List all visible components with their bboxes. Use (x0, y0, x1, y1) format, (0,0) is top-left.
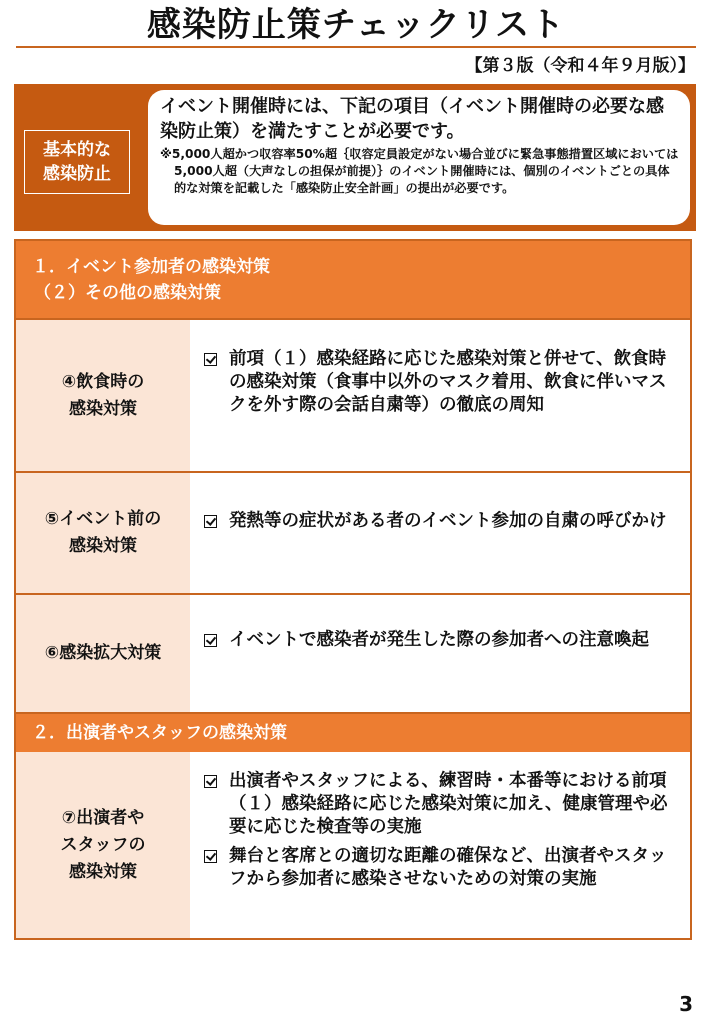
page-title: 感染防止策チェックリスト (146, 5, 566, 45)
checkbox-checked-icon (204, 775, 217, 788)
section1-title: １．イベント参加者の感染対策 (32, 257, 270, 277)
basic-prevention-banner (14, 84, 696, 231)
row-label-line: 感染対策 (69, 398, 137, 419)
checklist-row-spread (16, 593, 690, 712)
row-body-performers (190, 752, 690, 938)
row-label-line: 感染対策 (69, 536, 137, 556)
row-label-pre-event (16, 473, 190, 593)
row-label-line: ⑤イベント前の (44, 509, 162, 529)
row-label-line: ⑥感染拡大対策 (44, 643, 162, 663)
checklist-row-eating (16, 318, 690, 471)
row-label-line: ④飲食時の (61, 371, 145, 392)
row-label-line: スタッフの (60, 834, 146, 855)
basic-prevention-label (24, 130, 130, 194)
checklist-item (204, 770, 680, 839)
row-body-spread (190, 595, 690, 712)
section1-subtitle: （２）その他の感染対策 (34, 283, 221, 303)
checklist-item (204, 629, 680, 652)
checkbox-checked-icon (204, 850, 217, 863)
edition-label: 【第３版（令和４年９月版）】 (465, 56, 695, 76)
basic-main-text: イベント開催時には、下記の項目（イベント開催時の必要な感染防止策）を満たすことが必要です。 (160, 96, 664, 142)
checklist-item-text: 出演者やスタッフによる、練習時・本番等における前項（１）感染経路に応じた感染対策に加え、健康管理や必要に応じた検査等の実施 (229, 771, 668, 837)
section2-card (14, 714, 692, 940)
checklist-item-text: 舞台と客席との適切な距離の確保など、出演者やスタッフから参加者に感染させないための対策の実施 (229, 846, 667, 889)
section2-title: ２．出演者やスタッフの感染対策 (32, 723, 287, 743)
row-label-line: ⑦出演者や (61, 807, 145, 828)
checklist-row-performers (16, 752, 690, 938)
checklist-item-text: 前項（１）感染経路に応じた感染対策と併せて、飲食時の感染対策（食事中以外のマスク着用、飲食に伴いマスクを外す際の会話自粛等）の徹底の周知 (229, 349, 667, 415)
section2-header (16, 714, 690, 752)
checkbox-checked-icon (204, 515, 217, 528)
basic-note-text: ※5,000人超かつ収容率50%超｛収容定員設定がない場合並びに緊急事態措置区域においては5,000人超（大声なしの担保が前提）｝のイベント開催時には、個別のイベントごとの具体的な対策を記載した「感染防止安全計画」の提出が必要です。 (160, 147, 679, 195)
row-label-eating (16, 320, 190, 471)
section1-card (14, 239, 692, 714)
page-number: 3 (679, 992, 693, 1016)
section1-header (16, 241, 690, 318)
checkbox-checked-icon (204, 353, 217, 366)
checklist-item (204, 845, 680, 891)
row-label-spread (16, 595, 190, 712)
checklist-item-text: イベントで感染者が発生した際の参加者への注意喚起 (229, 630, 649, 650)
basic-label-line2: 感染防止 (43, 164, 111, 184)
basic-prevention-textbox (148, 90, 690, 225)
checklist-item (204, 348, 680, 417)
row-body-eating (190, 320, 690, 471)
checklist-row-pre-event (16, 471, 690, 593)
title-underline (16, 46, 696, 48)
row-label-line: 感染対策 (69, 861, 137, 882)
row-body-pre-event (190, 473, 690, 593)
basic-label-line1: 基本的な (43, 140, 111, 160)
checklist-item-text: 発熱等の症状がある者のイベント参加の自粛の呼びかけ (229, 511, 667, 531)
checkbox-checked-icon (204, 634, 217, 647)
row-label-performers (16, 752, 190, 938)
checklist-item (204, 510, 680, 533)
